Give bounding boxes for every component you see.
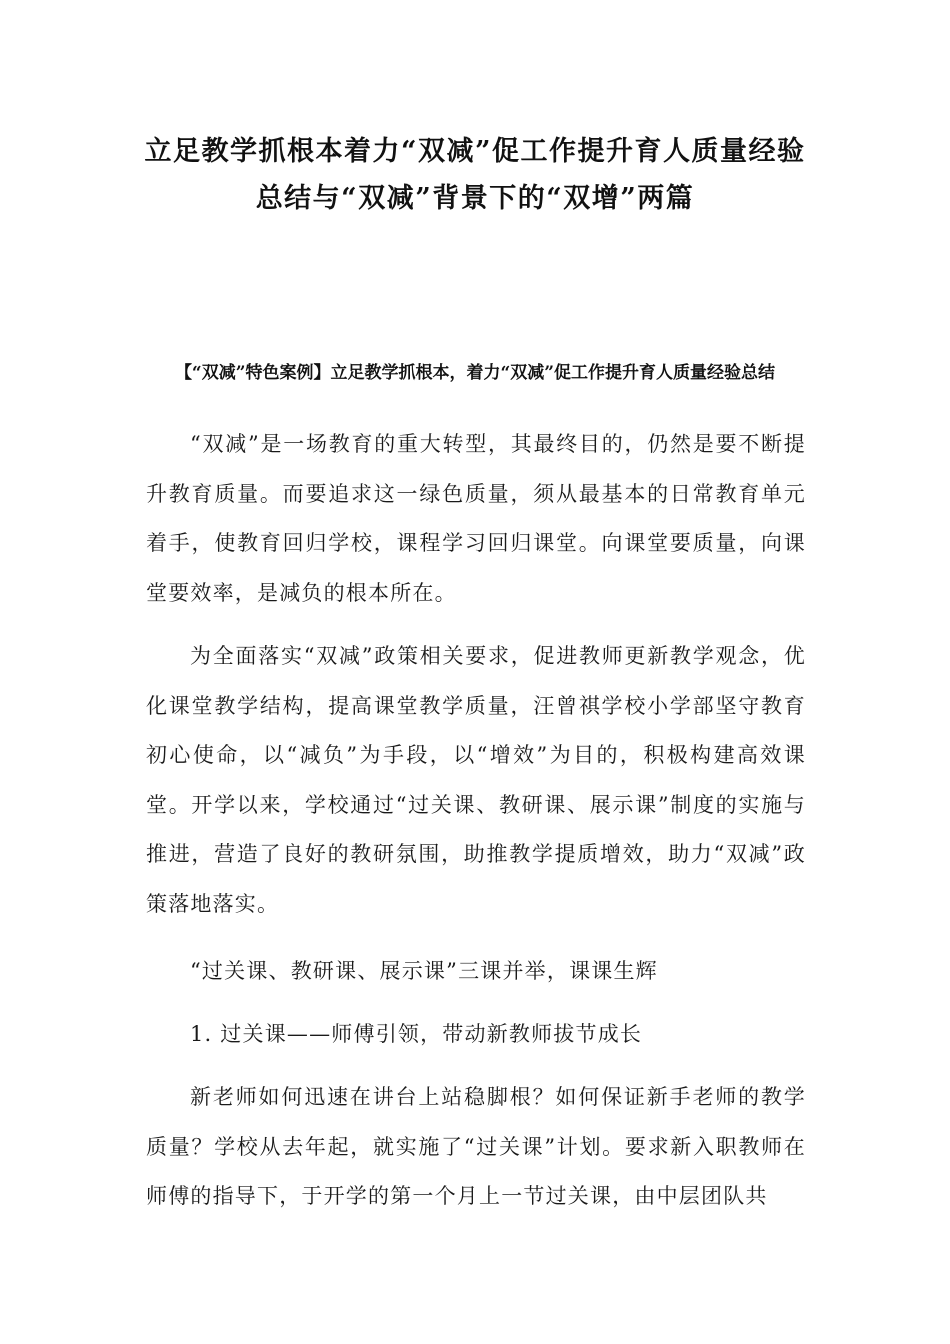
body-paragraph: “双减”是一场教育的重大转型，其最终目的，仍然是要不断提升教育质量。而要追求这一绿色质量，须从最基本的日常教育单元着手，使教育回归学校，课程学习回归课堂。向课堂要质量，向课堂要效率，是减负的根本所在。 — [146, 432, 806, 605]
numbered-subheading: 1. 过关课——师傅引领，带动新教师拔节成长 — [190, 1022, 643, 1046]
body-paragraph: 为全面落实“双减”政策相关要求，促进教师更新教学观念，优化课堂教学结构，提高课堂教学质量，汪曾祺学校小学部坚守教育初心使命，以“减负”为手段，以“增效”为目的，积极构建高效课堂。开学以来，学校通过“过关课、教研课、展示课”制度的实施与推进，营造了良好的教研氛围，助推教学提质增效，助力“双减”政策落地落实。 — [146, 644, 806, 916]
body-paragraph: 新老师如何迅速在讲台上站稳脚根？如何保证新手老师的教学质量？学校从去年起，就实施了“过关课”计划。要求新入职教师在师傅的指导下，于开学的第一个月上一节过关课，由中层团队共 — [146, 1085, 806, 1208]
subheading-paragraph: “过关课、教研课、展示课”三课并举，课课生辉 — [190, 959, 658, 983]
document-title: 立足教学抓根本着力“双减”促工作提升育人质量经验总结与“双减”背景下的“双增”两篇 — [144, 136, 806, 214]
section-heading: 【“双减”特色案例】立足教学抓根本，着力“双减”促工作提升育人质量经验总结 — [174, 363, 776, 383]
